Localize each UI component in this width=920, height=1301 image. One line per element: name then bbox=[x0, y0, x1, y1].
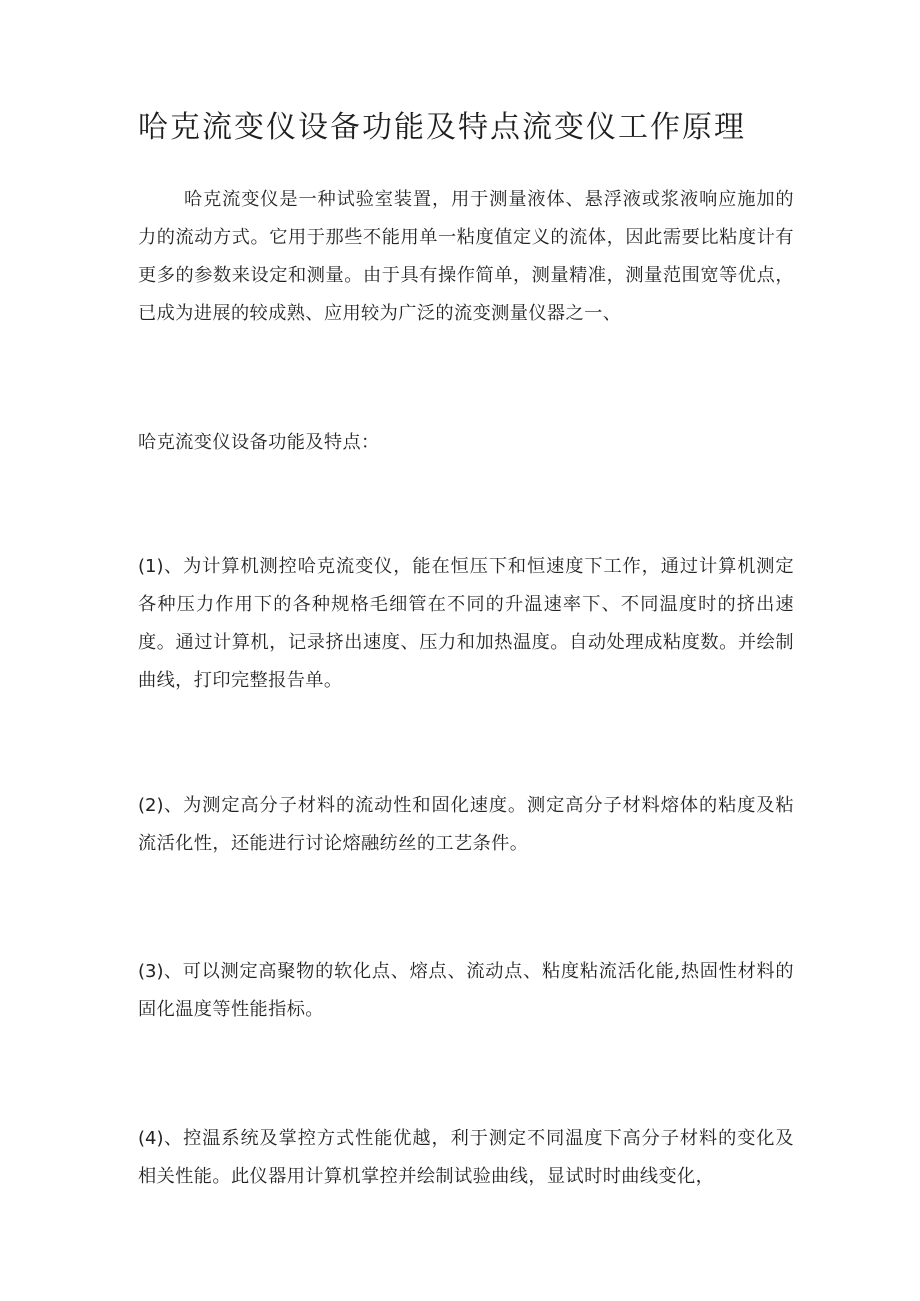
feature-item-1 bbox=[138, 548, 794, 700]
feature-item-2-text: 、为测定高分子材料的流动性和固化速度。测定高分子材料熔体的粘度及粘流活化性，还能进行讨论熔融纺丝的工艺条件。 bbox=[138, 795, 794, 854]
document-title: 哈克流变仪设备功能及特点流变仪工作原理 bbox=[138, 110, 746, 145]
feature-item-3-text: 、可以测定高聚物的软化点、熔点、流动点、粘度粘流活化能,热固性材料的固化温度等性能指标。 bbox=[138, 961, 794, 1020]
section-heading: 哈克流变仪设备功能及特点： bbox=[138, 432, 380, 453]
feature-item-1-number: (1) bbox=[138, 556, 164, 577]
feature-item-4-text: 、控温系统及掌控方式性能优越，利于测定不同温度下高分子材料的变化及相关性能。此仪器用计算机掌控并绘制试验曲线，显试时时曲线变化， bbox=[138, 1128, 794, 1187]
feature-item-2 bbox=[138, 787, 794, 863]
feature-item-4 bbox=[138, 1120, 794, 1196]
feature-item-2-number: (2) bbox=[138, 795, 164, 816]
feature-item-3-number: (3) bbox=[138, 961, 164, 982]
intro-paragraph: 哈克流变仪是一种试验室装置，用于测量液体、悬浮液或浆液响应施加的力的流动方式。它用于那些不能用单一粘度值定义的流体，因此需要比粘度计有更多的参数来设定和测量。由于具有操作简单，测量精准，测量范围宽等优点，已成为进展的较成熟、应用较为广泛的流变测量仪器之一、 bbox=[138, 189, 794, 324]
feature-item-1-text: 、为计算机测控哈克流变仪，能在恒压下和恒速度下工作，通过计算机测定各种压力作用下的各种规格毛细管在不同的升温速率下、不同温度时的挤出速度。通过计算机，记录挤出速度、压力和加热温度。自动处理成粘度数。并绘制曲线，打印完整报告单。 bbox=[138, 556, 794, 691]
feature-item-3 bbox=[138, 953, 794, 1029]
feature-item-4-number: (4) bbox=[138, 1128, 164, 1149]
